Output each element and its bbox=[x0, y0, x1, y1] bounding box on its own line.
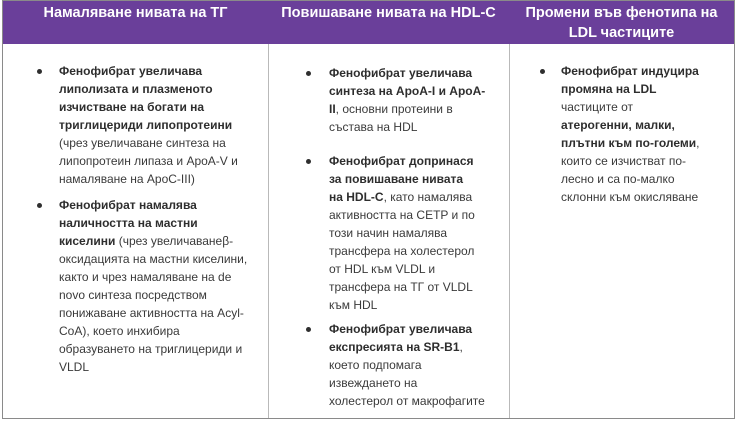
bullet-icon bbox=[306, 159, 311, 164]
list-item bbox=[561, 62, 733, 206]
item-text: (чрез увеличаванеβ- bbox=[115, 234, 234, 248]
item-text-bold: Фенофибрат намалява bbox=[59, 198, 197, 212]
item-text-bold: на HDL-C bbox=[329, 190, 384, 204]
item-text-bold: плътни към по-големи bbox=[561, 136, 697, 150]
item-text: към HDL bbox=[329, 298, 378, 312]
item-text: CoA), което инхибира bbox=[59, 324, 180, 338]
item-text: , bbox=[459, 340, 463, 354]
item-text-bold: експресията на SR-B1 bbox=[329, 340, 460, 354]
header-tg: Намаляване нивата на ТГ bbox=[43, 5, 228, 21]
item-text-bold: киселини bbox=[59, 234, 116, 248]
item-text: холестерол от макрофагите bbox=[329, 394, 485, 408]
item-text-bold: атерогенни, малки, bbox=[561, 118, 675, 132]
bullet-icon bbox=[306, 327, 311, 332]
item-text: от HDL към VLDL и bbox=[329, 262, 436, 276]
item-text: както и чрез намаляване на de bbox=[59, 270, 232, 284]
item-text: лесно и са по-малко bbox=[561, 172, 675, 186]
item-text-bold: синтеза на ApoA-I и ApoA- bbox=[329, 84, 486, 98]
item-text: , основни протеини в bbox=[335, 102, 453, 116]
item-text: , като намалява bbox=[383, 190, 473, 204]
list-item bbox=[329, 152, 509, 314]
bullet-icon bbox=[540, 69, 545, 74]
item-text: липопротеин липаза и ApoA-V и bbox=[59, 154, 238, 168]
item-text-bold: липолизата и плазменото bbox=[59, 82, 213, 96]
item-text-bold: промяна на LDL bbox=[561, 82, 657, 96]
item-text: образуването на триглицериди и bbox=[59, 342, 243, 356]
bullet-icon bbox=[306, 71, 311, 76]
comparison-table bbox=[2, 0, 735, 419]
list-item bbox=[329, 64, 509, 136]
item-text: оксидацията на мастни киселини, bbox=[59, 252, 248, 266]
item-text: склонни към окисляване bbox=[561, 190, 699, 204]
item-text-bold: за повишаване нивата bbox=[329, 172, 464, 186]
item-text: VLDL bbox=[59, 360, 90, 374]
item-text: което подпомага bbox=[329, 358, 422, 372]
item-text: този начин намалява bbox=[329, 226, 448, 240]
item-text: (чрез увеличаване синтеза на bbox=[59, 136, 226, 150]
item-text: състава на HDL bbox=[329, 120, 418, 134]
item-text: активността на CETP и по bbox=[329, 208, 475, 222]
item-text: извеждането на bbox=[329, 376, 418, 390]
item-text: понижаване активността на Acyl- bbox=[59, 306, 244, 320]
list-item bbox=[59, 196, 267, 376]
list-item bbox=[329, 320, 509, 410]
item-text-bold: триглицериди липопротеини bbox=[59, 118, 233, 132]
item-text-bold: наличността на мастни bbox=[59, 216, 198, 230]
bullet-icon bbox=[37, 69, 42, 74]
item-text-bold: II bbox=[329, 102, 336, 116]
item-text: трансфера на ТГ от VLDL bbox=[329, 280, 473, 294]
item-text-bold: Фенофибрат допринася bbox=[329, 154, 474, 168]
item-text: намаляване на ApoC-III) bbox=[59, 172, 195, 186]
header-hdl: Повишаване нивата на HDL-C bbox=[281, 5, 496, 21]
item-text-bold: Фенофибрат увеличава bbox=[59, 64, 203, 78]
item-text: , bbox=[696, 136, 700, 150]
item-text-bold: Фенофибрат увеличава bbox=[329, 322, 473, 336]
bullet-icon bbox=[37, 203, 42, 208]
table-header bbox=[3, 1, 734, 44]
item-text-bold: изчистване на богати на bbox=[59, 100, 205, 114]
item-text: novo синтеза посредством bbox=[59, 288, 207, 302]
item-text: трансфера на холестерол bbox=[329, 244, 475, 258]
item-text-bold: Фенофибрат увеличава bbox=[329, 66, 473, 80]
column-divider bbox=[268, 44, 269, 418]
item-text: които се изчистват по- bbox=[561, 154, 687, 168]
item-text: частиците от bbox=[561, 100, 633, 114]
item-text-bold: Фенофибрат индуцира bbox=[561, 64, 699, 78]
list-item bbox=[59, 62, 267, 188]
column-divider bbox=[509, 44, 510, 418]
header-ldl: Промени във фенотипа на LDL частиците bbox=[525, 4, 718, 41]
